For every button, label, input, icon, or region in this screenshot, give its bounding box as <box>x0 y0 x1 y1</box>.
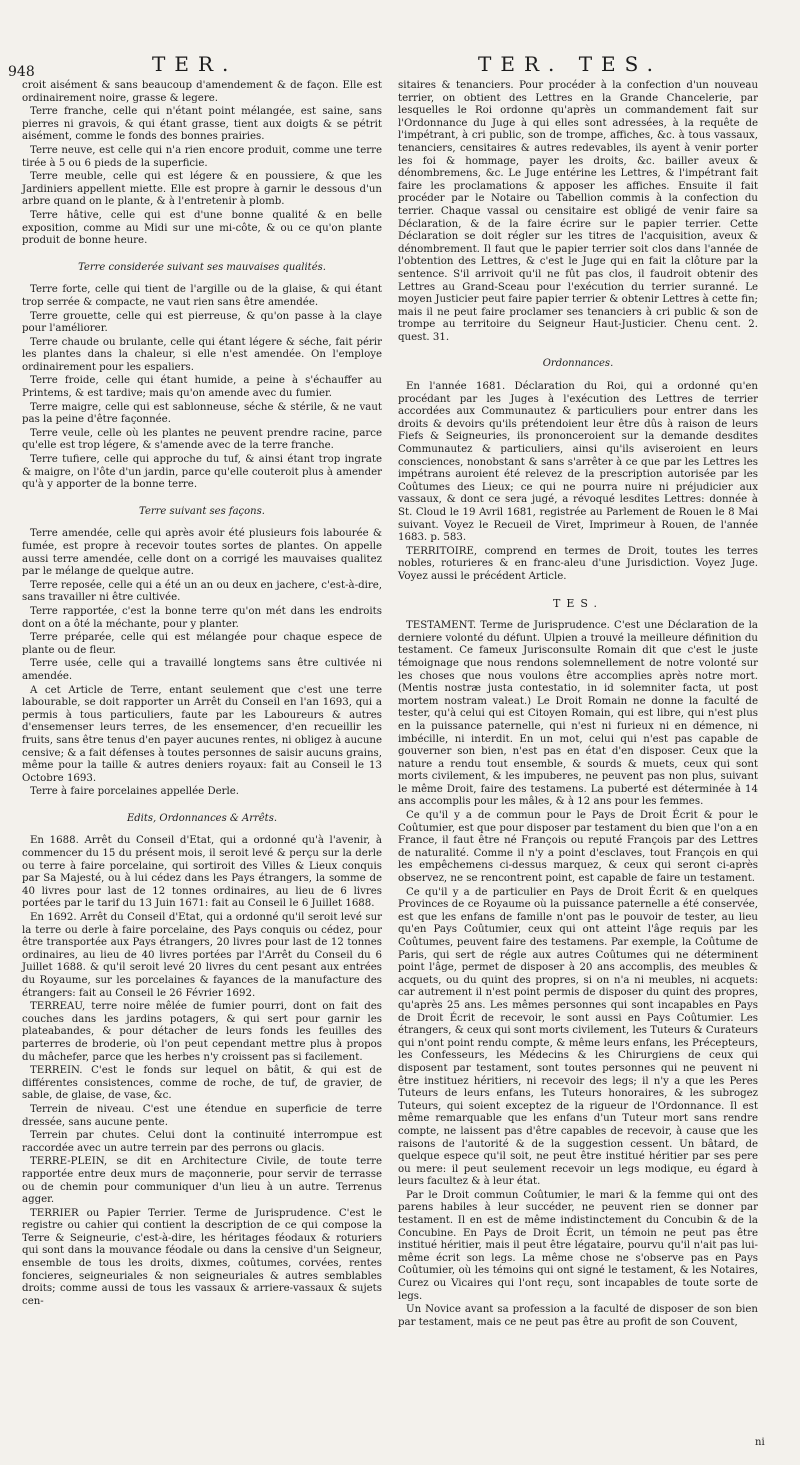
page-number: 948 <box>8 64 35 80</box>
entry-paragraph: Terre meuble, celle qui est légere & en poussiere, & que les Jardiniers appellent miette. Elle est propre à garnir le dessous d'un arbre quand on le plante, & à l'entretenir à plomb. <box>22 171 382 208</box>
entry-paragraph: Terre hâtive, celle qui est d'une bonne qualité & en belle exposition, comme au Midi sur une mi-côte, & ou ce qu'on plante produit de bonne heure. <box>22 209 382 247</box>
entry-paragraph: TERREAU, terre noire mêlée de fumier pourri, dont on fait des couches dans les jardins potagers, & qui sert pour garnir les plateabandes, & pour détacher de leurs fonds les feuilles des parterres de broderie, où l'on peut cependant mettre plus à propos du mâchefer, parce que les herbes n'y croissent pas si facilement. <box>22 1001 382 1063</box>
entry-paragraph: Terre à faire porcelaines appellée Derle. <box>30 786 240 798</box>
entry-paragraph: Par le Droit commun Coûtumier, le mari & la femme qui ont des parens habiles à leur succéder, ne peuvent rien se donner par testament. Il en est de même indistinctement du Concubin & de la Concubine. En Pays de Droit Écrit, un témoin ne peut pas être institué héritier, mais il peut être légataire, pourvu qu'il n'ait pas lui-même écrit son legs. La même chose ne s'observe pas en Pays Coûtumier, où les témoins qui ont signé le testament, & les Notaires, Curez ou Vicaires qui l'ont reçu, sont incapables de toute sorte de legs. <box>398 1189 758 1302</box>
section-heading-mauvaises: Terre considerée suivant ses mauvaises qualités. <box>78 261 326 273</box>
entry-paragraph: croit aisément & sans beaucoup d'amendement & de façon. Elle est ordinairement noire, grasse & legere. <box>22 80 382 104</box>
entry-paragraph: Ce qu'il y a de particulier en Pays de Droit Écrit & en quelques Provinces de ce Royaume où la puissance paternelle a été conservée, est que les enfans de famille n'ont pas le pouvoir de tester, au lieu qu'en Pays Coûtumier, ceux qui ont atteint l'âge requis par les Coûtumes, peuvent faire des testamens. Par exemple, la Coûtume de Paris, qui sert de régle aux autres Coûtumes qui ne déterminent point l'âge, permet de disposer à 20 ans accomplis, des meubles & acquets, ou du quint des propres, si on n'a ni meubles, ni acquets: car autrement il n'est point permis de disposer du quint des propres, qu'après 25 ans. Les mêmes personnes qui sont incapables en Pays de Droit Écrit de recevoir, le sont aussi en Pays Coûtumier. Les étrangers, & ceux qui sont morts civilement, les Tuteurs & Curateurs qui n'ont point rendu compte, & même leurs enfans, les Précepteurs, les Confesseurs, les Médecins & les Chirurgiens de ceux qui disposent par testament, sont toutes personnes qui ne peuvent ni être instituez héritiers, ni recevoir des legs; il n'y a que les Peres Tuteurs de leurs enfans, les Tuteurs honoraires, & les subrogez Tuteurs, qui soient exceptez de la rigueur de l'Ordonnance. Il est même remarquable que les enfans d'un Tuteur mort sans rendre compte, ne laissent pas d'être capables de recevoir, à cause que les raisons de l'autorité & de la suggestion cessent. Un bâtard, de quelque espece qu'il soit, ne peut être institué héritier par ses pere ou mere: il peut seulement recevoir un legs modique, eu égard à leurs facultez & à leur état. <box>398 886 758 1188</box>
entry-paragraph: En 1688. Arrêt du Conseil d'Etat, qui a ordonné qu'à l'avenir, à commencer du 15 du présent mois, il seroit levé & perçu sur la derle ou terre à faire porcelaine, qui sortiroit des Villes & Lieux conquis par Sa Majesté, ou à lui cédez dans les Pays étrangers, la somme de 40 livres pour last de 12 tonnes ordinaires, au lieu de 6 livres portées par le tarif du 13 Juin 1671: fait au Conseil le 6 Juillet 1688. <box>22 835 382 910</box>
entry-paragraph: Terre franche, celle qui n'étant point mélangée, est saine, sans pierres ni gravois, & qui étant grasse, tient aux doigts & se pétrit aisément, comme le fonds des bonnes prairies. <box>22 106 382 143</box>
section-heading-ordonnances: Ordonnances. <box>542 358 614 370</box>
entry-paragraph: A cet Article de Terre, entant seulement que c'est une terre labourable, se doit rapporter un Arrêt du Conseil en l'an 1693, qui a permis à tous particuliers, faute par les Laboureurs & autres d'ensemenser leurs terres, de les ensemencer, d'en recueillir les fruits, sans être tenus d'en payer aucunes rentes, ni obligez à aucune censive; & a fait défenses à toutes personnes de saisir aucuns grains, même pour la taille & autres deniers royaux: fait au Conseil le 13 Octobre 1693. <box>22 684 382 784</box>
entry-paragraph: Un Novice avant sa profession a la faculté de disposer de son bien par testament, mais ce ne peut pas être au profit de son Couvent, <box>398 1304 758 1328</box>
left-running-head: TER. <box>152 52 238 76</box>
entry-paragraph: TERRE-PLEIN, se dit en Architecture Civile, de toute terre rapportée entre deux murs de maçonnerie, pour servir de terrasse ou de chemin pour communiquer d'un lieu à un autre. Terrenus agger. <box>22 1156 382 1206</box>
entry-paragraph: Terre rapportée, c'est la bonne terre qu'on mét dans les endroits dont on a ôté la méchante, pour y planter. <box>22 605 382 630</box>
entry-paragraph: TERRITOIRE, comprend en termes de Droit, toutes les terres nobles, roturieres & en franc-aleu d'une Jurisdiction. Voyez Juge. Voyez aussi le précédent Article. <box>398 545 758 582</box>
section-heading-facons: Terre suivant ses façons. <box>139 505 265 517</box>
entry-paragraph: Terre préparée, celle qui est mélangée pour chaque espece de plante ou de fleur. <box>22 632 382 656</box>
entry-paragraph: TERREIN. C'est le fonds sur lequel on bâtit, & qui est de différentes consistences, comme de roche, de tuf, de gravier, de sable, de glaise, de vase, &c. <box>22 1065 382 1102</box>
entry-paragraph: En l'année 1681. Déclaration du Roi, qui a ordonné qu'en procédant par les Juges à l'exécution des Lettres de terrier accordées aux Communautez & particuliers pour entrer dans les droits & devoirs qu'ils prétendoient leur être dûs à raison de leurs Fiefs & Seigneuries, ils prononceroient sur la demande desdites Communautez & particuliers, ainsi qu'ils aviseroient en leurs consciences, nonobstant & sans s'arrêter à ce que par les Lettres les impétrans auroient été relevez de la prescription autorisée par les Coûtumes des Lieux; ce qui ne pourra nuire ni préjudicier aux vassaux, & dont ce sera jugé, a révoqué lesdites Lettres: donnée à St. Cloud le 19 Avril 1681, registrée au Parlement de Rouen le 8 Mai suivant. Voyez le Recueil de Viret, Imprimeur à Rouen, de l'année 1683. p. 583. <box>398 381 758 544</box>
entry-paragraph: Terre neuve, est celle qui n'a rien encore produit, comme une terre tirée à 5 ou 6 pieds de la superficie. <box>22 144 382 169</box>
entry-paragraph: Terrein de niveau. C'est une étendue en superficie de terre dressée, sans aucune pente. <box>22 1103 382 1128</box>
entry-paragraph: Terre grouette, celle qui est pierreuse, & qu'on passe à la claye pour l'améliorer. <box>22 310 382 335</box>
entry-paragraph: TESTAMENT. Terme de Jurisprudence. C'est une Déclaration de la derniere volonté du défunt. Ulpien a trouvé la meilleure définition du testament. Ce fameux Jurisconsulte Romain dit que c'est le juste témoignage que nous rendons solemnellement de notre volonté sur les choses que nous voulons être accomplies après notre mort. (Mentis nostræ justa contestatio, in id solemniter facta, ut post mortem nostram valeat.) Le Droit Romain ne donne la faculté de tester, qu'à celui qui est Citoyen Romain, qui est libre, qui n'est plus en la puissance paternelle, qui n'est ni furieux ni en démence, ni imbécille, ni interdit. En un mot, celui qui n'est pas capable de gouverner son bien, n'est pas en état d'en disposer. Ceux que la nature a rendu tout ensemble, & sourds & muets, ceux qui sont morts civilement, & les impuberes, ne peuvent pas non plus, suivant le même Droit, faire des testamens. La puberté est déterminée à 14 ans accomplis pour les mâles, & à 12 ans pour les femmes. <box>398 620 758 808</box>
entry-paragraph: Terrein par chutes. Celui dont la continuité interrompue est raccordée avec un autre terrein par des perrons ou glacis. <box>22 1130 382 1154</box>
left-column <box>22 80 382 1309</box>
entry-paragraph: En 1692. Arrêt du Conseil d'Etat, qui a ordonné qu'il seroit levé sur la terre ou derle à faire porcelaine, des Pays conquis ou cédez, pour être transportée aux Pays étrangers, 20 livres pour last de 12 tonnes ordinaires, au lieu de 40 livres portées par l'Arrêt du Conseil du 6 Juillet 1688. & qu'il seroit levé 20 livres du cent pesant aux entrées du Royaume, sur les porcelaines & fayances de la manufacture des étrangers: fait au Conseil le 26 Février 1692. <box>22 912 382 999</box>
section-heading-tes: TES. <box>552 596 603 610</box>
right-column <box>398 80 758 1330</box>
entry-paragraph: Ce qu'il y a de commun pour le Pays de Droit Écrit & pour le Coûtumier, est que pour disposer par testament du bien que l'on a en France, il faut être né François ou reputé François par des Lettres de naturalité. Comme il n'y a point d'esclaves, tout François en qui les empêchemens ci-dessus marquez, & ceux qui seront ci-après observez, ne se rencontrent point, est capable de faire un testament. <box>398 810 758 885</box>
right-running-head: TER. TES. <box>478 52 662 76</box>
entry-paragraph: Terre amendée, celle qui après avoir été plusieurs fois labourée & fumée, est propre à recevoir toutes sortes de plantes. On appelle aussi terre amendée, celle dont on a corrigé les mauvaises qualitez par le mélange de quelque autre. <box>22 528 382 578</box>
section-heading-edits: Edits, Ordonnances & Arrêts. <box>126 812 278 824</box>
entry-paragraph: Terre froide, celle qui étant humide, a peine à s'échauffer au Printems, & est tardive; mais qu'on amende avec du fumier. <box>22 375 382 400</box>
entry-paragraph: Terre forte, celle qui tient de l'argille ou de la glaise, & qui étant trop serrée & compacte, ne vaut rien sans être amendée. <box>22 284 382 308</box>
catchword: ni <box>755 1437 765 1448</box>
entry-paragraph: Terre veule, celle où les plantes ne peuvent prendre racine, parce qu'elle est trop légere, & s'amende avec de la terre franche. <box>22 427 382 452</box>
entry-paragraph: Terre reposée, celle qui a été un an ou deux en jachere, c'est-à-dire, sans travailler ni être cultivée. <box>22 579 382 604</box>
entry-paragraph: sitaires & tenanciers. Pour procéder à la confection d'un nouveau terrier, on obtient des Lettres en la Grande Chancelerie, par lesquelles le Roi ordonne qu'après un commandement fait sur l'Ordonnance du Juge à qui elles sont adressées, à la requête de l'impétrant, à cri public, son de trompe, affiches, &c. à tous vassaux, tenanciers, censitaires & autres redevables, ils ayent à venir porter les foi & hommage, payer les droits, &c. bailler aveux & dénombremens, &c. Le Juge entérine les Lettres, & l'impétrant fait faire les proclamations & apposer les affiches. Ensuite il fait procéder par le Notaire ou Tabellion commis à la confection du terrier. Chaque vassal ou censitaire est obligé de venir faire sa Déclaration, & de la faire écrire sur le papier terrier. Cette Déclaration se doit régler sur les titres de l'acquisition, aveux & dénombrement. Il faut que le papier terrier soit clos dans l'année de l'obtention des Lettres, & c'est le Juge qui en fait la clôture par la sentence. S'il arrivoit qu'il ne fût pas clos, il faudroit obtenir des Lettres au Grand-Sceau pour l'exécution du terrier suranné. Le moyen Justicier peut faire papier terrier & obtenir Lettres à cette fin; mais il ne peut faire proclamer ses tenanciers à cri public & son de trompe au territoire du Seigneur Haut-Justicier. Chenu cent. 2. quest. 31. <box>398 80 758 343</box>
entry-paragraph: Terre usée, celle qui a travaillé longtems sans être cultivée ni amendée. <box>22 658 382 682</box>
entry-paragraph: Terre tufiere, celle qui approche du tuf, & ainsi étant trop ingrate & maigre, on l'ôte d'un jardin, parce qu'elle couteroit plus à amender qu'à y apporter de la bonne terre. <box>22 454 382 491</box>
entry-paragraph: Terre chaude ou brulante, celle qui étant légere & séche, fait périr les plantes dans la chaleur, si elle n'est amendée. On l'employe ordinairement pour les espaliers. <box>22 336 382 373</box>
entry-paragraph: TERRIER ou Papier Terrier. Terme de Jurisprudence. C'est le registre ou cahier qui contient la description de ce qui compose la Terre & Seigneurie, c'est-à-dire, les héritages féodaux & roturiers qui sont dans la mouvance féodale ou dans la censive d'un Seigneur, ensemble de tous les droits, dixmes, coûtumes, corvées, rentes foncieres, seigneuriales & non seigneuriales & autres semblables droits; comme aussi de tous les vassaux & arriere-vassaux & sujets cen- <box>22 1207 382 1307</box>
entry-paragraph: Terre maigre, celle qui est sablonneuse, séche & stérile, & ne vaut pas la peine d'être façonnée. <box>22 401 382 426</box>
